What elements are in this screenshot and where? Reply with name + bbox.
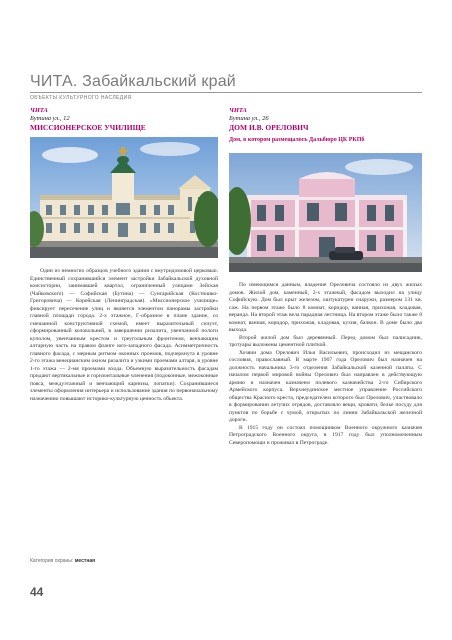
page-number: 44	[30, 585, 44, 599]
right-paragraph: Хозяин дома Орелович Илья Васильевич, происходил из мещанского сословия, православный. В марте 1907 года Орелович был назначен на должность начальника 3-го отделения Забайкальской казенной палаты. С началом первой мировой войны Орелович был направлен в действующую армию и назначен казначеем полевого казначейства 2-го Сибирского Армейского корпуса. Верхнеудинское местное управление Российского общества Красного креста, председателем которого был Орелович, участвовало в формировании летучих отрядов, доставляло вещи, кровати, белье посуду для пунктов по борьбе с чумой, открытых по линии Забайкальской железной дороги.	[229, 349, 422, 423]
header-subtitle: ОБЪЕКТЫ КУЛЬТУРНОГО НАСЛЕДИЯ	[30, 95, 132, 101]
right-heading	[229, 107, 422, 144]
right-paragraph: По имеющимся данным, владение Ореловича состояло из двух жилых домов. Жилой дом, каменный, 2-х этажный, фасадом выходил на улицу Софийскую. Дом был крыт железом, оштукатурен снаружи, размером 131 кв. саж. На первом этаже было 8 комнат, коридор, ванная, прихожая, кладовая, веранда. На второй этаж вела парадная лестница. На втором этаже было также 8 комнат, ванная, коридор, прихожая, кладовая, кухня, балкон. В доме было два выхода.	[229, 282, 422, 333]
right-paragraph: В 1915 году он состоял помощником Военного окружного казначея Петроградского Военного округа, в 1917 году был уполномоченным Северопомощи и проживал в Петрограде.	[229, 424, 422, 446]
protection-category	[30, 558, 95, 564]
left-body-text	[30, 268, 218, 403]
right-address: Бутина ул., 26	[229, 115, 269, 122]
left-heading	[30, 107, 218, 132]
orelovich-house-photo	[229, 153, 422, 272]
category-value: местная	[74, 558, 96, 564]
left-city: ЧИТА	[30, 107, 48, 114]
right-city: ЧИТА	[229, 107, 247, 114]
right-photo-caption: Дом, в котором размещалось Дальбюро ЦК РКПб	[229, 137, 365, 143]
right-body-text	[229, 282, 422, 447]
header-rule	[30, 92, 422, 93]
missionary-school-photo	[30, 137, 218, 258]
header-title: ЧИТА. Забайкальский край	[30, 73, 236, 90]
left-paragraph: Один из немногих образцов учебного здания с внутридомовой церковью. Единственный сохранившийся элемент застройки Забайкальской духовной консистории, занимавшей квартал, ограниченный улицами Зейская (Чайковского) — Софийская (Бутина) — Сунгарийская (Костюшко-Григоровича) — Корейская (Ленинградская). «Миссионерское училище» фиксирует пересечение улиц и является элементом панорамы застройки главной площади города. 2-х этажное, Г-образное в плане здание, со смешанной конструктивной схемой, имеет выразительный силуэт, сформированный колокольней, в завершении ризалита, увенчанной пологи куполом, увенчанным крестом и треугольным фронтоном, венчающим алтарную часть на правом фланге юго-западного фасада. Асимметричность главного фасада, с мерным ритмом оконных проемов, подчеркнута в уровне 2-го этажа венецианским окном ризалита и узкими проемами алтаря, в уровне 1-го этажа — 2-мя проемами входа. Объемную выразительность фасадам придают вертикальные и горизонтальные членения (подоконные, межоконные пояса, междуэтажный и венчающий карнизы, лопатки). Сохранившиеся элементы оформления интерьера и использование здания по первоначальному назначению повышают историко-культурную ценность объекта.	[30, 268, 218, 402]
right-paragraph: Второй жилой дом был деревянный. Перед домом был палисадник, тротуары выложены цементной плиткой.	[229, 334, 422, 348]
category-label: Категория охраны:	[30, 558, 74, 564]
left-address: Бутина ул., 12	[30, 115, 70, 122]
right-building-name: ДОМ И.В. ОРЕЛОВИЧ	[229, 123, 309, 132]
left-building-name: МИССИОНЕРСКОЕ УЧИЛИЩЕ	[30, 123, 146, 132]
